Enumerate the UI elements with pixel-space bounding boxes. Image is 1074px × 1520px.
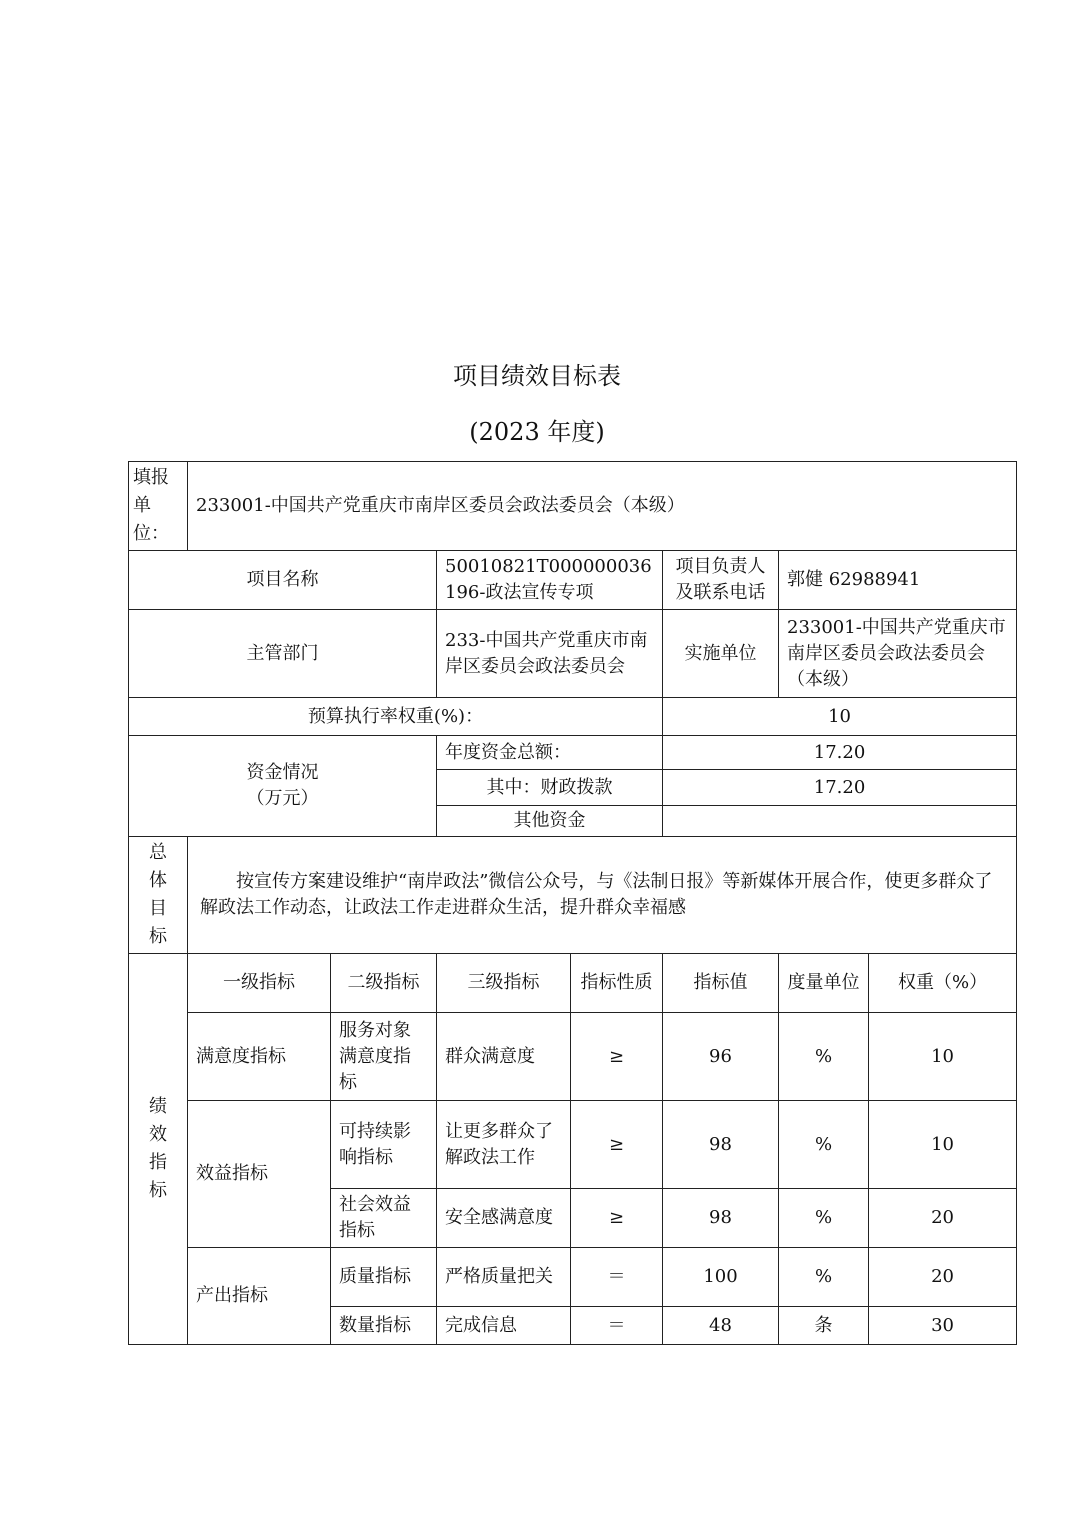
indicator-unit: % bbox=[779, 1101, 869, 1189]
indicator-nature: ≥ bbox=[571, 1013, 663, 1101]
funds-other-value bbox=[663, 806, 1017, 837]
indicator-nature: ≥ bbox=[571, 1101, 663, 1189]
funds-fiscal-value: 17.20 bbox=[663, 770, 1017, 806]
indicator-unit: % bbox=[779, 1013, 869, 1101]
header-weight: 权重（%） bbox=[869, 954, 1017, 1013]
header-level2: 二级指标 bbox=[331, 954, 437, 1013]
indicator-weight: 20 bbox=[869, 1189, 1017, 1248]
level3-indicator: 安全感满意度 bbox=[437, 1189, 571, 1248]
table-row bbox=[129, 1013, 1017, 1101]
funds-other-label: 其他资金 bbox=[437, 806, 663, 837]
project-name-label: 项目名称 bbox=[129, 551, 437, 610]
level2-indicator: 可持续影响指标 bbox=[331, 1101, 437, 1189]
indicator-nature: ＝ bbox=[571, 1307, 663, 1345]
level3-indicator: 严格质量把关 bbox=[437, 1248, 571, 1307]
reporting-unit-label: 填报 单 位： bbox=[129, 462, 188, 551]
table-row bbox=[129, 1101, 1017, 1189]
budget-weight-label: 预算执行率权重(%)： bbox=[129, 698, 663, 736]
indicator-nature: ＝ bbox=[571, 1248, 663, 1307]
level3-indicator: 让更多群众了解政法工作 bbox=[437, 1101, 571, 1189]
reporting-unit-value: 233001-中国共产党重庆市南岸区委员会政法委员会（本级） bbox=[188, 462, 1017, 551]
overall-goal-text: 按宣传方案建设维护“南岸政法”微信公众号，与《法制日报》等新媒体开展合作，使更多群众了解政法工作动态，让政法工作走进群众生活，提升群众幸福感 bbox=[188, 837, 1017, 954]
indicator-value: 100 bbox=[663, 1248, 779, 1307]
funds-total-label: 年度资金总额： bbox=[437, 736, 663, 770]
indicator-value: 98 bbox=[663, 1101, 779, 1189]
project-name-value: 50010821T000000036196-政法宣传专项 bbox=[437, 551, 663, 610]
budget-weight-value: 10 bbox=[663, 698, 1017, 736]
document-subtitle: (2023 年度) bbox=[469, 418, 605, 446]
project-leader-value: 郭健 62988941 bbox=[779, 551, 1017, 610]
project-leader-label: 项目负责人及联系电话 bbox=[663, 551, 779, 610]
level1-indicator: 效益指标 bbox=[188, 1101, 331, 1248]
implementing-unit-value: 233001-中国共产党重庆市南岸区委员会政法委员会（本级） bbox=[779, 610, 1017, 698]
indicator-weight: 10 bbox=[869, 1101, 1017, 1189]
level2-indicator: 社会效益指标 bbox=[331, 1189, 437, 1248]
indicator-weight: 30 bbox=[869, 1307, 1017, 1345]
indicator-nature: ≥ bbox=[571, 1189, 663, 1248]
indicator-value: 96 bbox=[663, 1013, 779, 1101]
indicator-value: 48 bbox=[663, 1307, 779, 1345]
header-level1: 一级指标 bbox=[188, 954, 331, 1013]
table-row bbox=[129, 1248, 1017, 1307]
indicator-weight: 20 bbox=[869, 1248, 1017, 1307]
header-value: 指标值 bbox=[663, 954, 779, 1013]
header-nature: 指标性质 bbox=[571, 954, 663, 1013]
level2-indicator: 质量指标 bbox=[331, 1248, 437, 1307]
indicator-value: 98 bbox=[663, 1189, 779, 1248]
level1-indicator: 满意度指标 bbox=[188, 1013, 331, 1101]
supervising-dept-value: 233-中国共产党重庆市南岸区委员会政法委员会 bbox=[437, 610, 663, 698]
indicator-unit: % bbox=[779, 1189, 869, 1248]
funds-total-value: 17.20 bbox=[663, 736, 1017, 770]
level2-indicator: 服务对象满意度指标 bbox=[331, 1013, 437, 1101]
level3-indicator: 完成信息 bbox=[437, 1307, 571, 1345]
performance-indicators-label: 绩 效 指 标 bbox=[129, 954, 188, 1345]
header-unit: 度量单位 bbox=[779, 954, 869, 1013]
indicator-unit: 条 bbox=[779, 1307, 869, 1345]
level1-indicator: 产出指标 bbox=[188, 1248, 331, 1345]
implementing-unit-label: 实施单位 bbox=[663, 610, 779, 698]
level3-indicator: 群众满意度 bbox=[437, 1013, 571, 1101]
supervising-dept-label: 主管部门 bbox=[129, 610, 437, 698]
header-level3: 三级指标 bbox=[437, 954, 571, 1013]
funds-label: 资金情况 （万元） bbox=[129, 736, 437, 837]
level2-indicator: 数量指标 bbox=[331, 1307, 437, 1345]
indicator-unit: % bbox=[779, 1248, 869, 1307]
indicator-weight: 10 bbox=[869, 1013, 1017, 1101]
overall-goal-label: 总 体 目 标 bbox=[129, 837, 188, 954]
document-title: 项目绩效目标表 bbox=[453, 362, 621, 390]
performance-target-table bbox=[128, 461, 1017, 1345]
funds-fiscal-label: 其中：财政拨款 bbox=[437, 770, 663, 806]
